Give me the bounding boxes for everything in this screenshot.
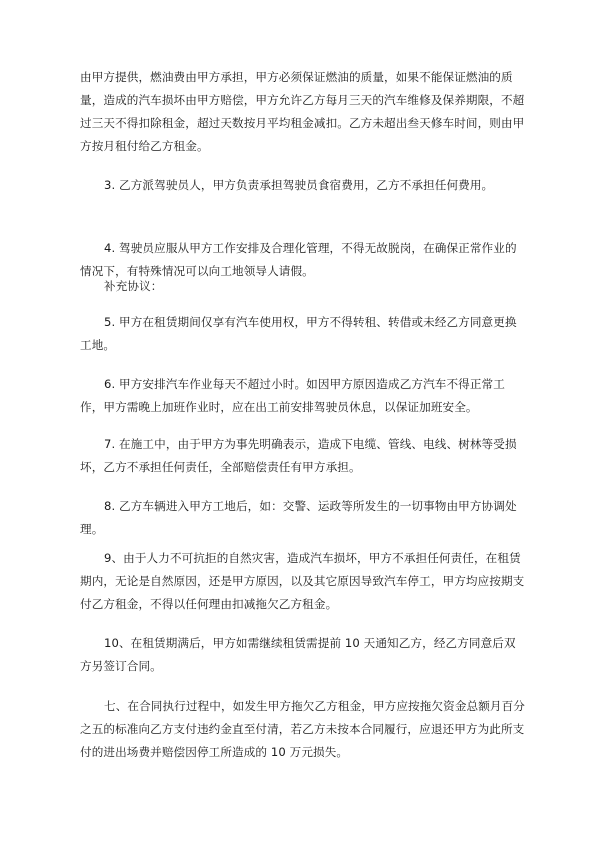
paragraph-fuel-terms: 由甲方提供，燃油费由甲方承担，甲方必须保证燃油的质量，如果不能保证燃油的质量，造成的汽车损坏由甲方赔偿，甲方允许乙方每月三天的汽车维修及保养期限，不超过三天不得扣除租金，超过天数按月平均租金减扣。乙方未超出叁天修车时间，则由甲方按月租付给乙方租金。 <box>80 70 525 153</box>
paragraph-clause-7: 7. 在施工中，由于甲方为事先明确表示，造成下电缆、管线、电线、树林等受损坏，乙方不承担任何责任，全部赔偿责任有甲方承担。 <box>80 437 517 474</box>
paragraph-clause-6: 6. 甲方安排汽车作业每天不超过小时。如因甲方原因造成乙方汽车不得正常工作，甲方需晚上加班作业时，应在出工前安排驾驶员休息，以保证加班安全。 <box>80 377 505 414</box>
paragraph-supplementary-heading: 补充协议： <box>104 279 163 293</box>
paragraph-clause-9: 9、由于人力不可抗拒的自然灾害，造成汽车损坏，甲方不承担任何责任，在租赁期内，无论是自然原因，还是甲方原因，以及其它原因导致汽车停工，甲方均应按期支付乙方租金，不得以任何理由扣减拖欠乙方租金。 <box>80 551 525 611</box>
paragraph-clause-10: 10、在租赁期满后，甲方如需继续租赁需提前 10 天通知乙方，经乙方同意后双方另签订合同。 <box>80 636 516 673</box>
paragraph-clause-5: 5. 甲方在租赁期间仅享有汽车使用权，甲方不得转租、转借或未经乙方同意更换工地。 <box>80 315 517 352</box>
paragraph-section-7: 七、在合同执行过程中，如发生甲方拖欠乙方租金，甲方应按拖欠资金总额月百分之五的标准向乙方支付违约金直至付清，若乙方未按本合同履行，应退还甲方为此所支付的进出场费并赔偿因停工所造成的 10 万元损失。 <box>80 699 525 759</box>
paragraph-clause-8: 8. 乙方车辆进入甲方工地后，如：交警、运政等所发生的一切事物由甲方协调处理。 <box>80 499 517 536</box>
paragraph-clause-4: 4. 驾驶员应服从甲方工作安排及合理化管理，不得无故脱岗，在确保正常作业的情况下，有特殊情况可以向工地领导人请假。 <box>80 241 517 278</box>
paragraph-clause-3: 3. 乙方派驾驶员人，甲方负责承担驾驶员食宿费用，乙方不承担任何费用。 <box>104 178 494 192</box>
